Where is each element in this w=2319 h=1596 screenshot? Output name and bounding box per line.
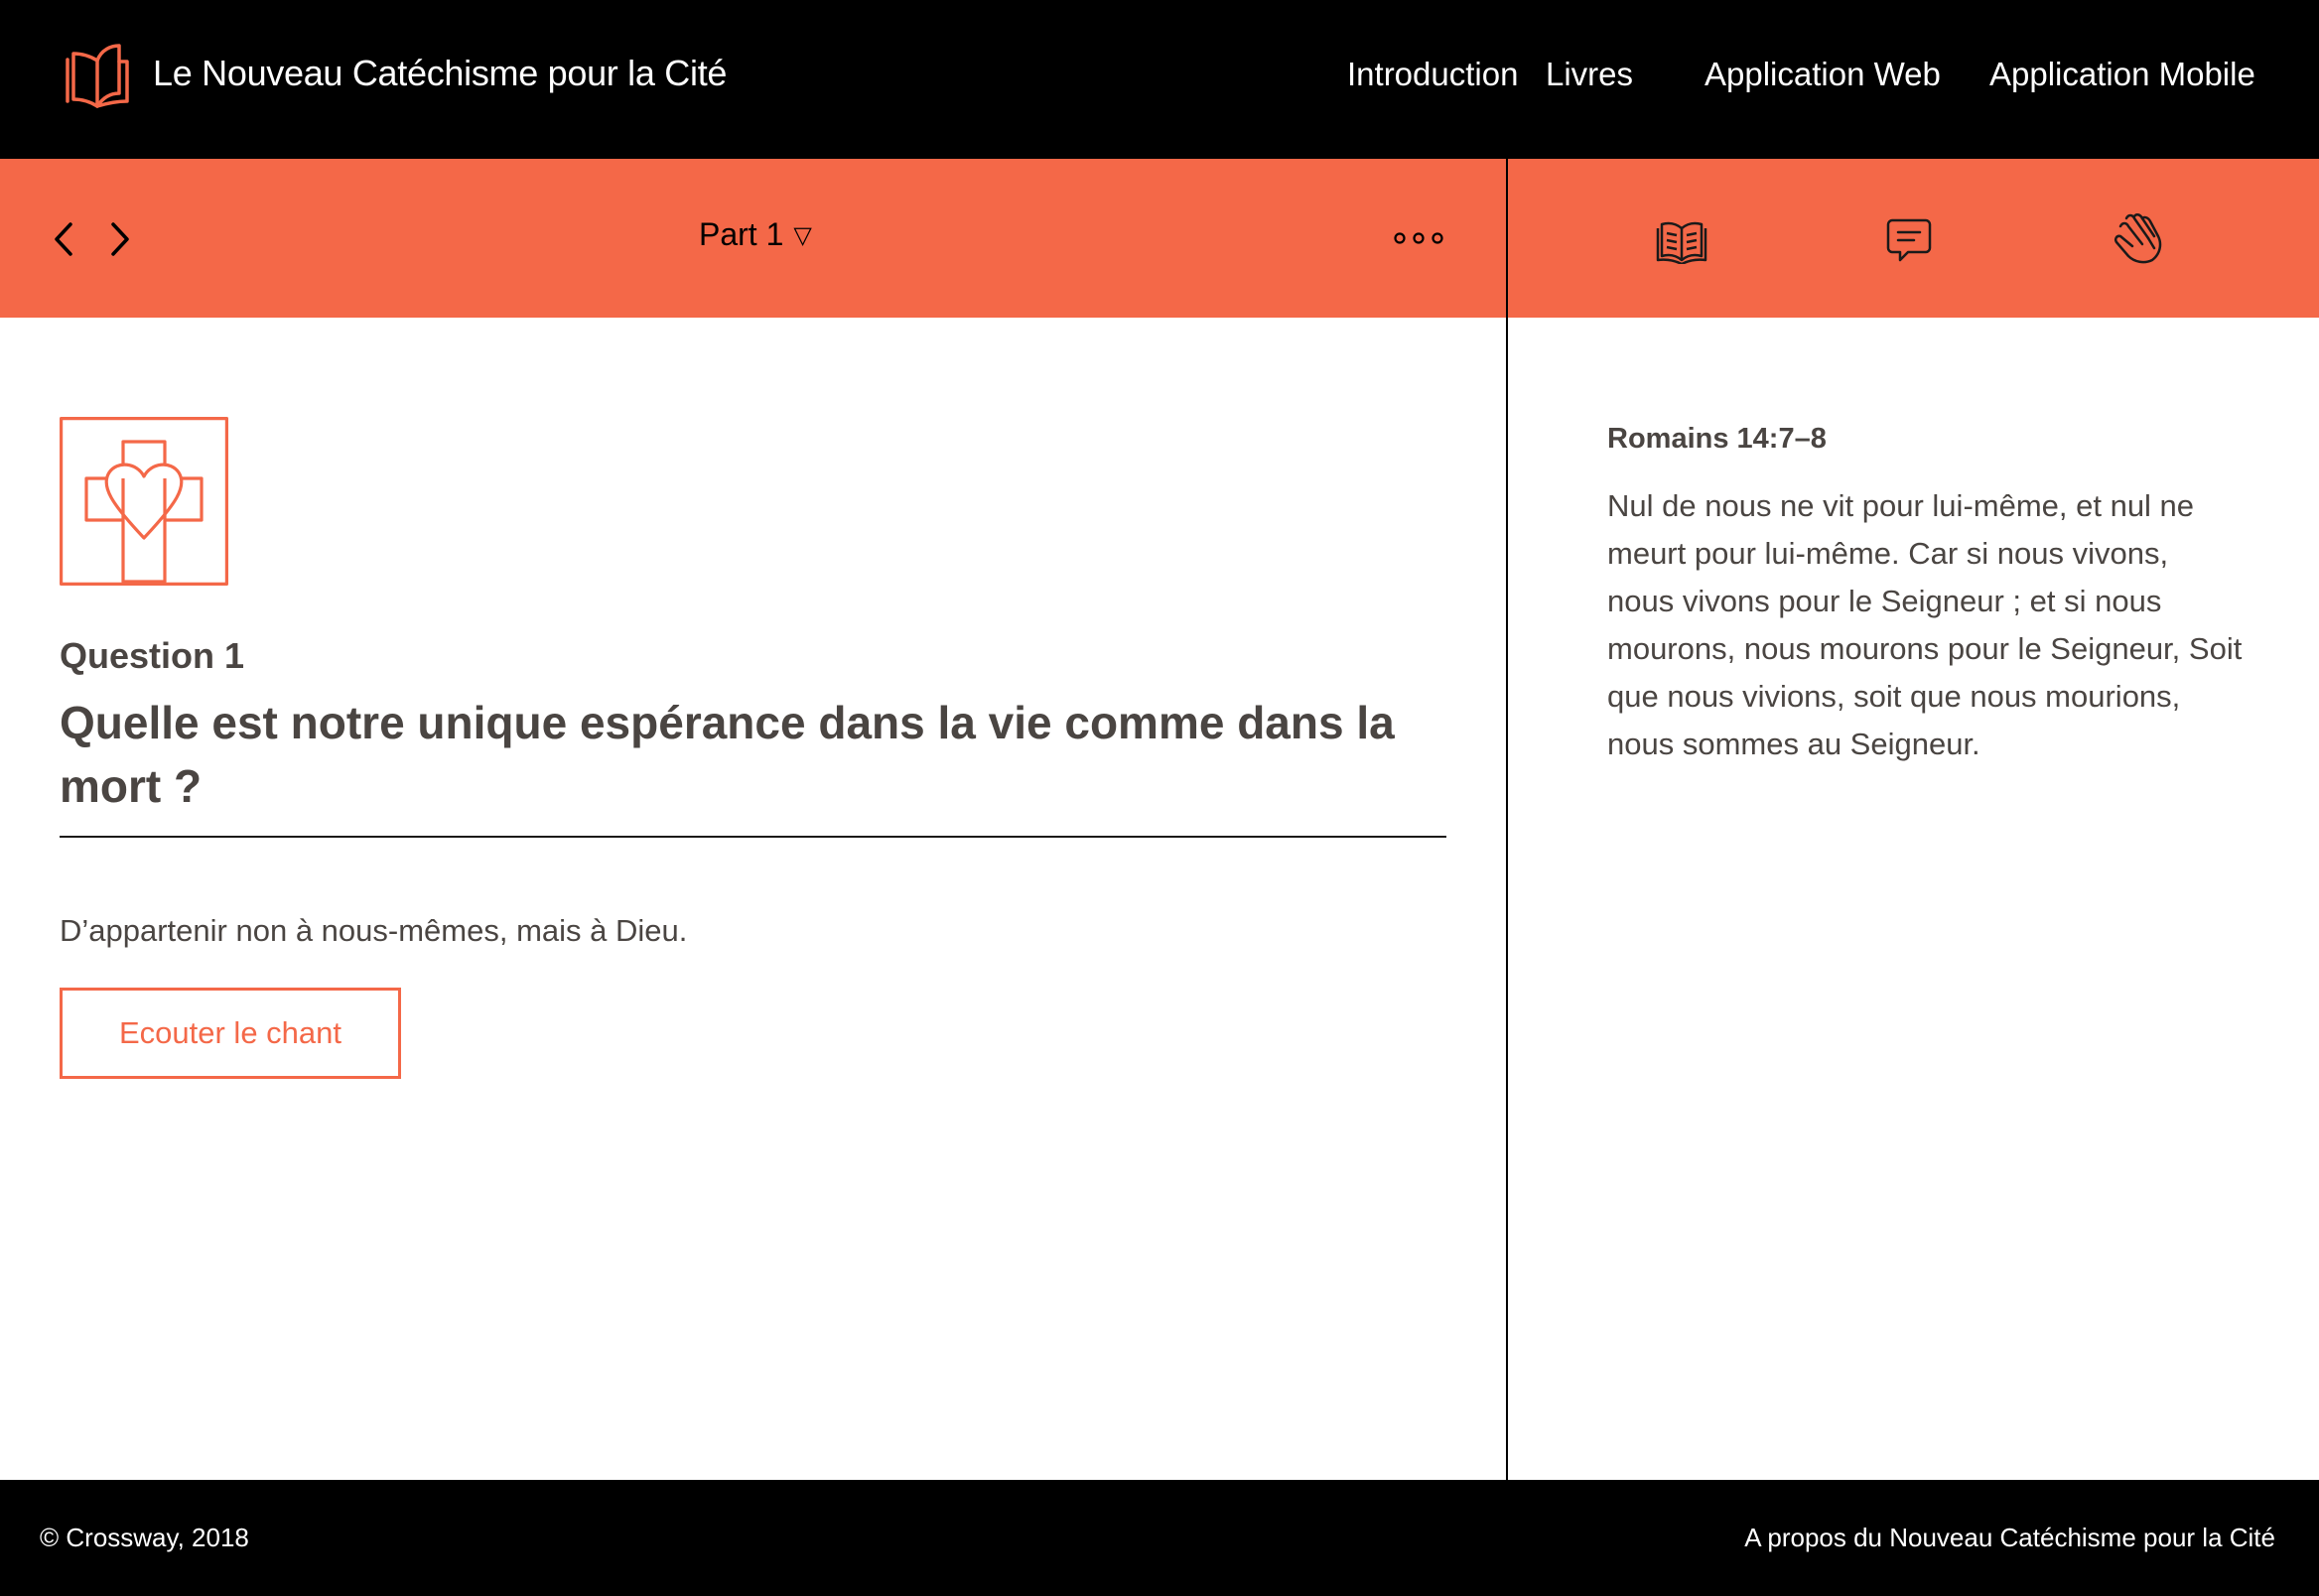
question-divider bbox=[60, 836, 1446, 838]
open-book-icon[interactable] bbox=[1656, 216, 1707, 264]
panel-divider bbox=[1506, 159, 1508, 1480]
question-text: Quelle est notre unique espérance dans la vie comme dans la mort ? bbox=[60, 697, 1395, 812]
praying-hands-icon[interactable] bbox=[2113, 212, 2166, 266]
listen-song-button[interactable]: Ecouter le chant bbox=[60, 988, 401, 1079]
book-icon bbox=[66, 44, 135, 114]
nav-application-mobile[interactable]: Application Mobile bbox=[1989, 56, 2255, 92]
nav-livres[interactable]: Livres bbox=[1546, 56, 1634, 92]
answer-text: D’appartenir non à nous-mêmes, mais à Dieu. bbox=[60, 913, 688, 948]
part-selector[interactable] bbox=[699, 216, 812, 253]
part-label: Part 1 bbox=[699, 216, 784, 252]
nav-introduction[interactable]: Introduction bbox=[1347, 56, 1519, 92]
more-dots-icon[interactable] bbox=[1392, 230, 1445, 246]
site-title: Le Nouveau Catéchisme pour la Cité bbox=[153, 53, 728, 93]
about-link[interactable]: A propos du Nouveau Catéchisme pour la Cité bbox=[1744, 1523, 2275, 1552]
copyright: © Crossway, 2018 bbox=[40, 1523, 249, 1552]
scripture-text: Nul de nous ne vit pour lui-même, et nul ne meurt pour lui-même. Car si nous vivons, nous vivons pour le Seigneur ; et si nous mourons, nous mourons pour le Seigneur, Soit que nous vivions, soit que nous mourions, nous sommes au Seigneur. bbox=[1607, 488, 2243, 761]
chevron-left-icon[interactable] bbox=[52, 220, 75, 258]
chevron-right-icon[interactable] bbox=[108, 220, 132, 258]
scripture-reference: Romains 14:7–8 bbox=[1607, 423, 1827, 455]
cross-heart-icon bbox=[60, 417, 228, 586]
speech-bubble-icon[interactable] bbox=[1886, 216, 1932, 264]
triangle-down-icon: ▽ bbox=[793, 222, 812, 249]
question-number: Question 1 bbox=[60, 635, 245, 676]
brand[interactable] bbox=[66, 44, 727, 113]
nav-application-web[interactable]: Application Web bbox=[1705, 56, 1941, 92]
